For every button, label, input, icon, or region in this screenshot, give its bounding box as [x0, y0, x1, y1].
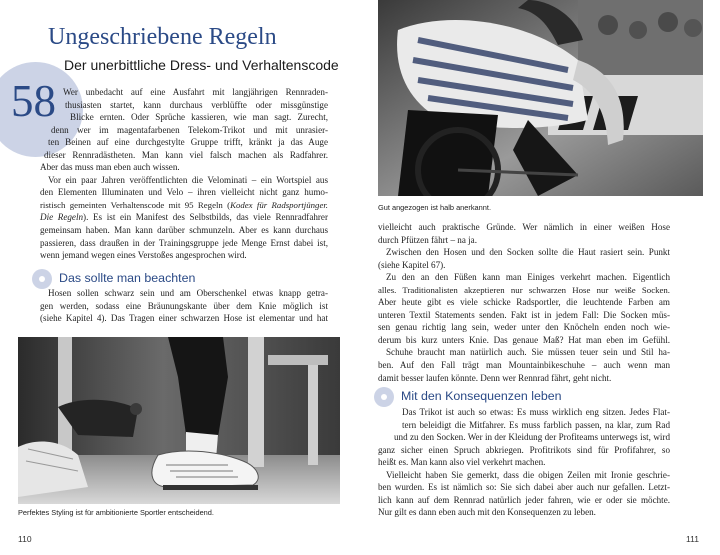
photo-caption: Perfektes Styling ist für ambitionierte Sportler entscheidend. — [18, 508, 214, 517]
chapter-title: Ungeschriebene Regeln — [48, 24, 277, 50]
text-line: thusiasten startet, kann durchaus verblüffte oder missgünstige — [65, 99, 328, 110]
text-line: lich kann auf dem Rennrad natürlich jeder fahren, wie er oder sie möchte. — [378, 494, 670, 505]
page-number-right: 111 — [686, 534, 699, 544]
text-line: (siehe Kapitel 4). Das Tragen einer schwarzen Hose ist elementar und hat — [40, 313, 328, 324]
photo-caption: Gut angezogen ist halb anerkannt. — [378, 203, 491, 212]
text-line: alles. Traditionalisten akzeptieren nur schwarzen Hose nur weiße Socken. — [378, 284, 670, 295]
cyclist-illustration — [378, 0, 703, 196]
text-line: wenn jemand wegen eines Verstoßes angesprochen wird. — [40, 250, 247, 261]
text-line: ten Beinen auf eine durchgestylte Gruppe trifft, kränkt ja das Auge — [48, 137, 328, 148]
text-line: Aber das muss man eben auch wissen. — [40, 162, 180, 173]
page-number-left: 110 — [18, 534, 32, 544]
text-line: denn wer im magentafarbenen Telekom-Trikot und mit unrasier- — [51, 124, 328, 135]
text-line: Die Regeln). Es ist ein Manifest des Selbstbilds, das viele Rennradfahrer — [40, 212, 328, 223]
text-line: Hosen sollen schwarz sein und am Oberschenkel etwas knapp getra- — [48, 288, 328, 298]
text-line: derum bis kurz unters Knie. Das genaue Maß? Hat man eben im Gefühl. — [378, 334, 670, 345]
text-line: Nur gilt es dann eben auch mit den Konsequenzen zu leben. — [378, 507, 596, 518]
text-line: Schuhe braucht man natürlich auch. Sie müssen teuer sein und Stil ha- — [386, 347, 670, 358]
text-line: tern beleidigt die Mitfahrer. Es muss farblich passen, na klar, zum Rad — [402, 419, 670, 430]
cycling-shoe-illustration — [18, 337, 340, 504]
text-line: Aber heute gibt es viele schicke Radsportler, die leuchtende Farben am — [378, 297, 670, 308]
text-line: Vor ein paar Jahren veröffentlichten die Velominati – ein Wortspiel aus — [48, 174, 328, 185]
text-line: durch Pfützen fährt – na ja. — [378, 234, 477, 245]
text-line: ganz sicher einen Spruch abkriegen. Profitrikots sind für Profifahrer, so — [378, 444, 670, 455]
text-line: Das Trikot ist auch so etwas: Es muss wirklich eng sitzen. Jedes Flat- — [402, 407, 670, 417]
text-line: damit besser laufen könnte. Denn wer Rennrad fährt, geht nicht. — [378, 372, 612, 383]
text-line: und zu den Socken. Wer in der Kleidung der Profiteams unterwegs ist, wird — [394, 432, 670, 443]
intro-text — [40, 86, 328, 262]
text-line: ben. Auf den Fall trägt man Mountainbikeschuhe – auch wenn man — [378, 360, 670, 371]
photo-cyclist-racing — [378, 0, 703, 196]
rule-subtitle: Der unerbittliche Dress- und Verhaltenscode — [64, 57, 339, 73]
photo-cycling-shoes — [18, 337, 340, 504]
text-line: (siehe Kapitel 67). — [378, 259, 446, 270]
right-page — [360, 0, 720, 555]
text-line: Zwischen den Hosen und den Socken sollte die Haut rasiert sein. Punkt — [386, 247, 670, 258]
text-line: passieren, dass draußen in der Trainingsgruppe jede Menge Ernst dabei ist, — [40, 237, 328, 248]
rule-number: 58 — [11, 76, 56, 126]
text-line: Wer unbedacht auf eine Ausfahrt mit langjährigen Rennraden- — [63, 87, 328, 97]
text-line: ben wurden. Es ist nämlich so: Sie sich dabei aber auch nur gefallen. Letzt- — [378, 482, 670, 493]
bullet-dot-icon — [32, 269, 52, 289]
body-text — [378, 221, 670, 384]
text-line: ristisch gemeinten Verhaltenscode mit 95 Regeln (Kodex für Radsportjünger. — [40, 199, 328, 210]
section2-text — [378, 406, 670, 519]
text-line: Zu den an den Füßen kann man Einiges verkehrt machen. Eigentlich — [386, 272, 670, 283]
text-line: gemeinsam haben. Man kann darüber schmunzeln. Aber es kann durchaus — [40, 225, 328, 236]
section1-text — [40, 287, 328, 325]
text-line: Blicke ernten. Oder Sprüche kassieren, wie man sagt. Zurecht, — [70, 112, 328, 123]
section-heading-text: Mit den Konsequenzen leben — [401, 389, 562, 403]
text-line: heißt es. Man kann also viel verkehrt machen. — [378, 457, 546, 468]
text-line: den Elementen Illuminaten und Velo – ihren vielleicht nicht ganz humo- — [40, 187, 328, 198]
bullet-dot-icon — [374, 387, 394, 407]
text-line: gen werden, sodass eine Bräunungskante über dem Knie möglich ist — [40, 300, 328, 311]
text-line: Vielleicht haben Sie gemerkt, dass die obigen Zeilen mit Ironie geschrie- — [386, 469, 670, 480]
text-line: sen genau richtig lang sein, weder unter den Knöcheln enden noch wie- — [378, 322, 670, 333]
text-line: unteren Textil Statements senden. Fakt ist in jedem Fall: Die Socken müs- — [378, 309, 670, 320]
section-heading-text: Das sollte man beachten — [59, 271, 196, 285]
text-line: dieser Rennradästheten. Man kann viel falsch machen als Radfahrer. — [44, 149, 328, 160]
text-line: vielleicht auch praktische Gründe. Wer nämlich in einer weißen Hose — [378, 222, 670, 232]
